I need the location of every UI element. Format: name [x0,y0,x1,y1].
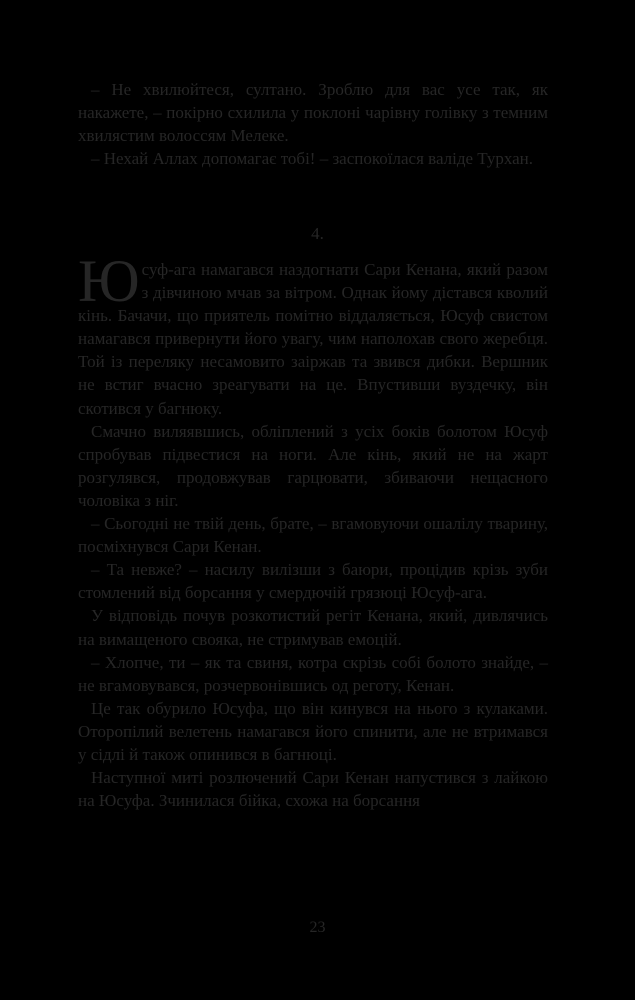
first-paragraph [78,248,548,420]
paragraph: – Не хвилюйтеся, султано. Зроблю для вас усе так, як накажете, – покірно схилила у поклоні чарівну голівку з темним хвилястим волоссям Мелеке. [78,80,548,146]
paragraph: Наступної миті розлючений Сари Кенан напустився з лайкою на Юсуфа. Зчинилася бійка, схожа на борсання [78,768,548,811]
chapter-number: 4. [311,224,324,243]
paragraph: – Сьогодні не твій день, брате, – вгамовуючи ошалілу тварину, посміхнувся Сари Кенан. [78,514,548,557]
chapter-body [78,248,548,812]
page-number: 23 [309,919,326,936]
previous-chapter-ending [78,78,548,170]
paragraph: – Та невже? – насилу вилізши з баюри, процідив крізь зуби стомлений від борсання у смердючій грязюці Юсуф-ага. [78,560,548,603]
paragraph: Смачно виляявшись, обліплений з усіх боків болотом Юсуф спробував підвестися на ноги. Але кінь, який не на жарт розгулявся, продовжував гарцювати, збиваючи нещасного чоловіка з ніг. [78,421,548,510]
drop-cap-letter: Ю [78,248,140,314]
first-paragraph-text: суф-ага намагався наздогнати Сари Кенана, який разом з дівчиною мчав за вітром. Однак йому дістався кволий кінь. Бачачи, що приятель помітно віддаляється, Юсуф свистом намагався привернути його увагу, чим наполохав свого жеребця. Той із переляку несамовито заіржав та звився дибки. Вершник не встиг вчасно зреагувати на це. Впустивши вуздечку, він скотився у багнюку. [78,260,548,418]
paragraph: У відповідь почув розкотистий регіт Кенана, який, дивлячись на вимащеного свояка, не стримував емоцій. [78,606,548,649]
paragraph: Це так обурило Юсуфа, що він кинувся на нього з кулаками. Оторопілий велетень намагався його спинити, але не втримався у сідлі й також опинився в багнюці. [78,698,548,764]
paragraph: – Хлопче, ти – як та свиня, котра скрізь собі болото знайде, – не вгамовувався, розчервонівшись од реготу, Кенан. [78,652,548,695]
paragraph: – Нехай Аллах допомагає тобі! – заспокоїлася валіде Турхан. [91,149,533,169]
